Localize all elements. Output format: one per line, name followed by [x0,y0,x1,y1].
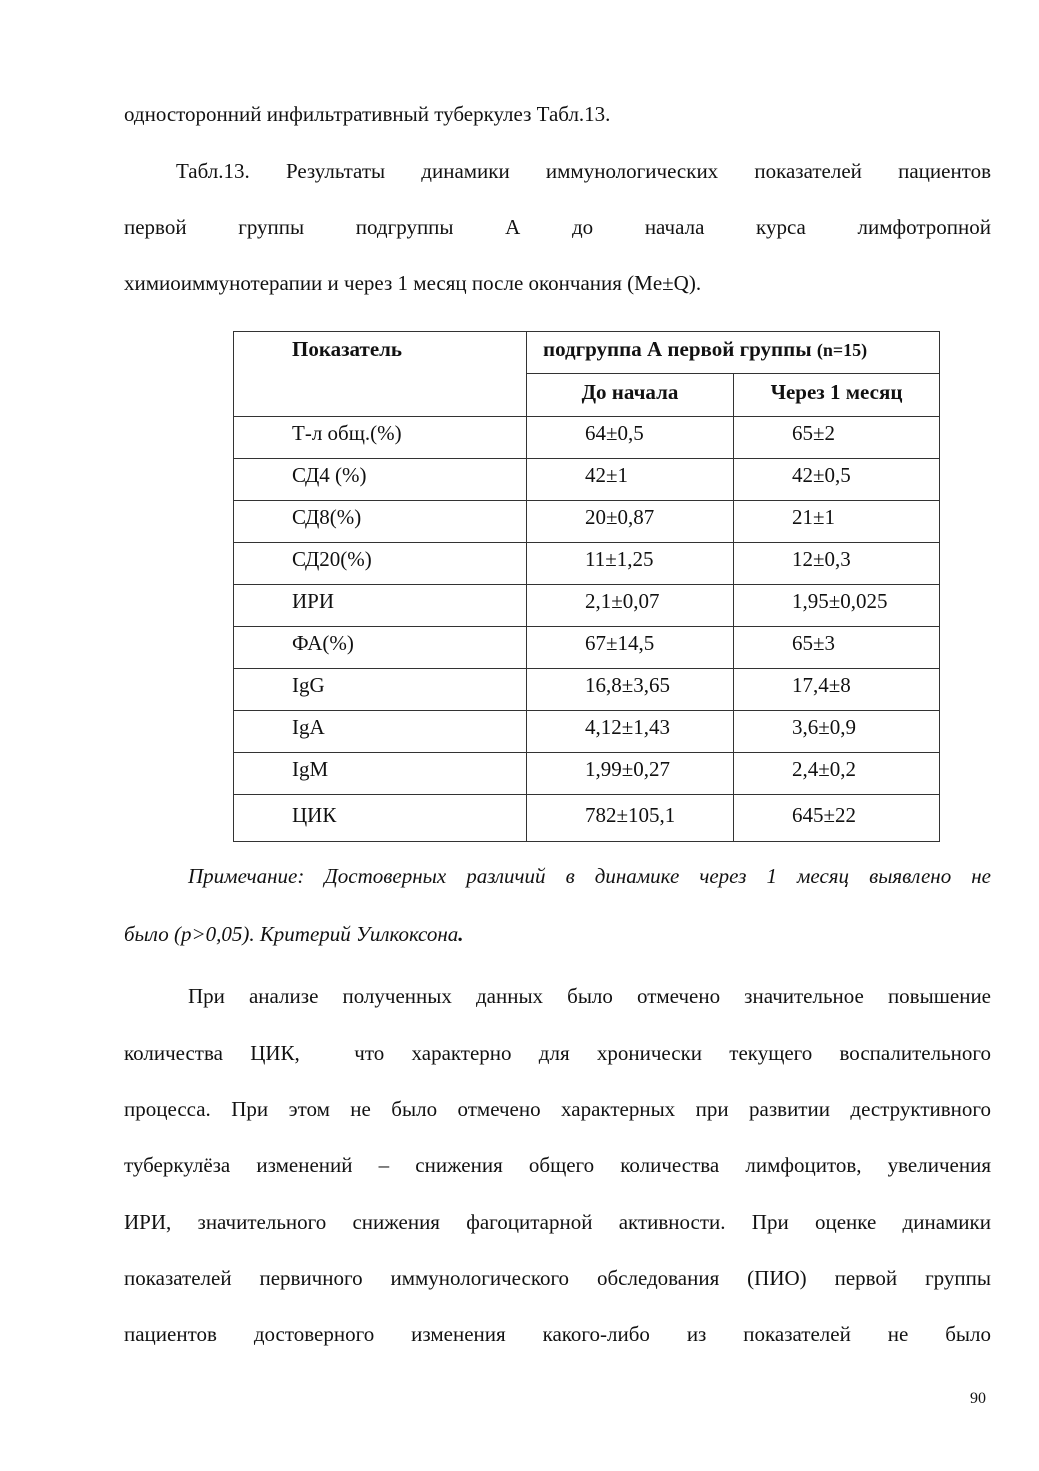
row-before: 16,8±3,65 [527,669,734,711]
row-name: СД20(%) [234,543,527,585]
paragraph-line-5: ИРИ, значительного снижения фагоцитарной активности. При оценке динамики [124,1210,991,1234]
row-after: 65±3 [734,627,940,669]
row-before: 782±105,1 [527,795,734,842]
row-before: 1,99±0,27 [527,753,734,795]
table-row [234,627,940,669]
intro-line: односторонний инфильтративный туберкулез Табл.13. [124,102,611,126]
table-row [234,795,940,842]
row-before: 42±1 [527,459,734,501]
row-name: ИРИ [234,585,527,627]
table-row [234,711,940,753]
page-number: 90 [970,1390,986,1407]
paragraph-line-1: При анализе полученных данных было отмечено значительное повышение [188,984,991,1008]
table-caption-line-3: химиоиммунотерапии и через 1 месяц после окончания (Me±Q). [124,271,702,295]
table-caption-line-2: первой группы подгруппы А до начала курса лимфотропной [124,215,991,239]
row-after: 1,95±0,025 [734,585,940,627]
header-indicator: Показатель [234,332,527,417]
row-name: ЦИК [234,795,527,842]
table-caption-line-1: Табл.13. Результаты динамики иммунологических показателей пациентов [176,159,991,183]
header-group-n: (n=15) [816,340,868,360]
row-before: 11±1,25 [527,543,734,585]
row-before: 20±0,87 [527,501,734,543]
table-row [234,543,940,585]
row-before: 2,1±0,07 [527,585,734,627]
table-row [234,417,940,459]
row-after: 645±22 [734,795,940,842]
row-before: 67±14,5 [527,627,734,669]
note-line-2 [124,922,991,946]
table-row [234,753,940,795]
table-row [234,585,940,627]
row-after: 65±2 [734,417,940,459]
paragraph-line-2: количества ЦИК, что характерно для хронически текущего воспалительного [124,1041,991,1065]
row-name: IgG [234,669,527,711]
row-name: ФА(%) [234,627,527,669]
header-before: До начала [527,374,734,417]
paragraph-line-6: показателей первичного иммунологического обследования (ПИО) первой группы [124,1266,991,1290]
note-line-2-text: было (p>0,05). Критерий Уилкоксона [124,922,459,946]
header-after: Через 1 месяц [734,374,940,417]
paragraph-line-7: пациентов достоверного изменения какого-либо из показателей не было [124,1322,991,1346]
row-name: IgM [234,753,527,795]
table-row [234,669,940,711]
note-line-2-end: . [458,922,464,946]
row-name: Т-л общ.(%) [234,417,527,459]
row-after: 21±1 [734,501,940,543]
row-name: СД4 (%) [234,459,527,501]
header-group-label: подгруппа А первой группы [543,337,812,361]
note-line-1: Примечание: Достоверных различий в динамике через 1 месяц выявлено не [188,864,991,888]
row-after: 3,6±0,9 [734,711,940,753]
row-name: IgA [234,711,527,753]
row-after: 42±0,5 [734,459,940,501]
results-table [233,331,940,842]
row-after: 17,4±8 [734,669,940,711]
table-row [234,459,940,501]
paragraph-line-4: туберкулёза изменений – снижения общего количества лимфоцитов, увеличения [124,1153,991,1177]
row-name: СД8(%) [234,501,527,543]
row-after: 2,4±0,2 [734,753,940,795]
row-before: 4,12±1,43 [527,711,734,753]
table-row [234,501,940,543]
paragraph-line-3: процесса. При этом не было отмечено характерных при развитии деструктивного [124,1097,991,1121]
row-before: 64±0,5 [527,417,734,459]
header-group [527,332,940,374]
row-after: 12±0,3 [734,543,940,585]
